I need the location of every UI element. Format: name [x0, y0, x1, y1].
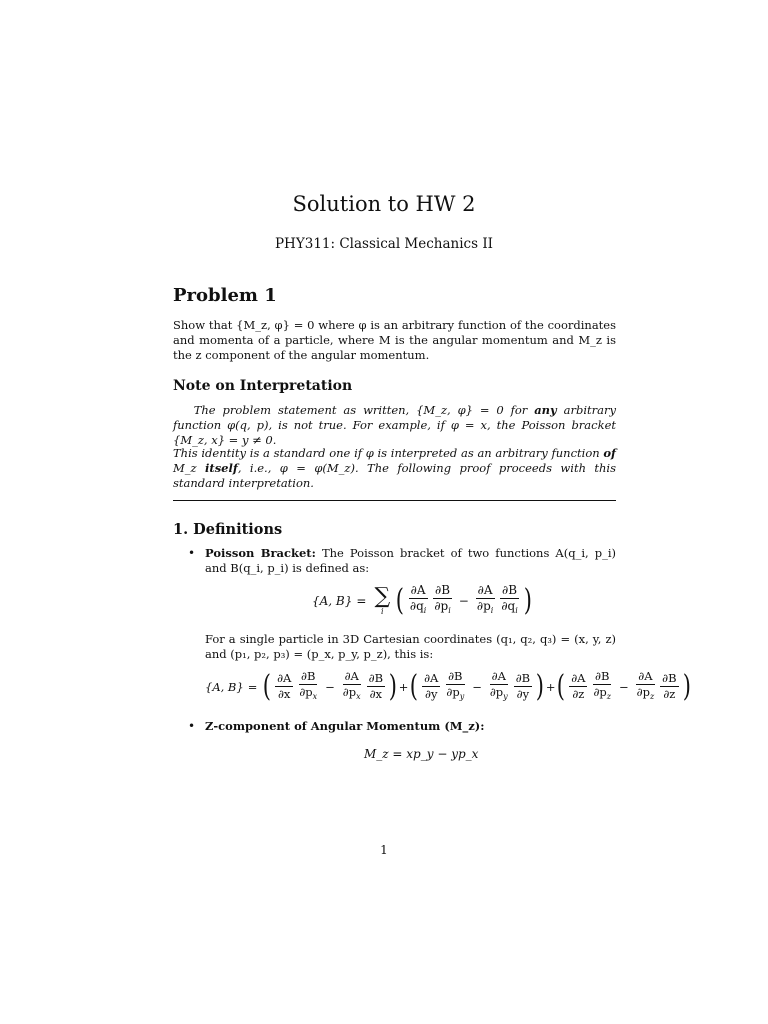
note-paragraph-1: [173, 403, 616, 448]
document-title: Solution to HW 2: [292, 192, 476, 216]
note-paragraph-2: [173, 446, 616, 491]
note-p1-a: The problem statement as written, {M_z, φ} = 0 for: [193, 403, 528, 417]
bullet-icon: •: [188, 546, 196, 560]
note-p1-b: arbitrary function φ(q, p), is not true. For example, if φ = x, the Poisson bracket {M_z, x} = y ≠ 0.: [173, 403, 617, 447]
note-heading: Note on Interpretation: [173, 378, 353, 394]
page-number: 1: [380, 843, 388, 857]
horizontal-rule: [173, 500, 616, 501]
poisson-bracket-text: The Poisson bracket of two functions A(q_i, p_i) and B(q_i, p_i) is defined as:: [205, 546, 617, 575]
angular-momentum-equation: M_z = xp_y − yp_x: [364, 747, 479, 761]
note-p2-bold2: itself: [205, 461, 238, 475]
poisson-bracket-definition: [205, 546, 616, 576]
angular-momentum-label: Z-component of Angular Momentum (M_z):: [205, 719, 485, 733]
definitions-heading: 1. Definitions: [173, 521, 283, 538]
bullet-icon: •: [188, 719, 196, 733]
poisson-bracket-label: Poisson Bracket:: [205, 546, 316, 560]
note-p2-a: This identity is a standard one if φ is interpreted as an arbitrary function: [173, 446, 600, 460]
note-p2-c: , i.e., φ = φ(M_z). The following proof proceeds with this standard interpretation.: [173, 461, 617, 490]
angular-momentum-definition: [205, 719, 616, 734]
note-p2-bold1: of: [603, 446, 616, 460]
problem-statement: [173, 318, 616, 363]
poisson-bracket-general-equation: {A, B} = ∑ i ( $\frac{\partial A}{\partial q_i}$ $\frac{\partial B}{\partial p_i}$ − $\frac{\partial A}{\partial p_i}$ $\frac{\partial B}{\partial q_i}$ ): [312, 582, 532, 618]
document-subtitle: PHY311: Classical Mechanics II: [274, 236, 494, 252]
note-p2-b: M_z: [173, 461, 197, 475]
problem-statement-text: Show that {M_z, φ} = 0 where φ is an arbitrary function of the coordinates and momenta of a particle, where M is the angular momentum and M_z is the z component of the angular momentum.: [173, 318, 616, 362]
cartesian-coordinates-text: For a single particle in 3D Cartesian coordinates (q₁, q₂, q₃) = (x, y, z) and (p₁, p₂, p₃) = (p_x, p_y, p_z), this is:: [205, 632, 616, 661]
poisson-bracket-cartesian-equation: {A, B} = ( $\frac{\partial A}{\partial x}$ $\frac{\partial B}{\partial p_x}$ − $\frac{\partial A}{\partial p_x}$ $\frac{\partial B}{\partial x}$ ) + ( $\frac{\partial A}{\partial y}$ $\frac{\partial B}{\partial p_y}$ − $\frac{\partial A}{\partial p_y}$ $\frac{\partial B}{\partial y}$ ) + ( $\frac{\partial A}{\partial z}$ $\frac{\partial B}{\partial p_z}$ − $\frac{\partial A}{\partial p_z}$ $\frac{\partial B}{\partial z}$ ): [205, 668, 691, 704]
note-p1-bold: any: [534, 403, 557, 417]
problem-heading: Problem 1: [173, 285, 277, 306]
